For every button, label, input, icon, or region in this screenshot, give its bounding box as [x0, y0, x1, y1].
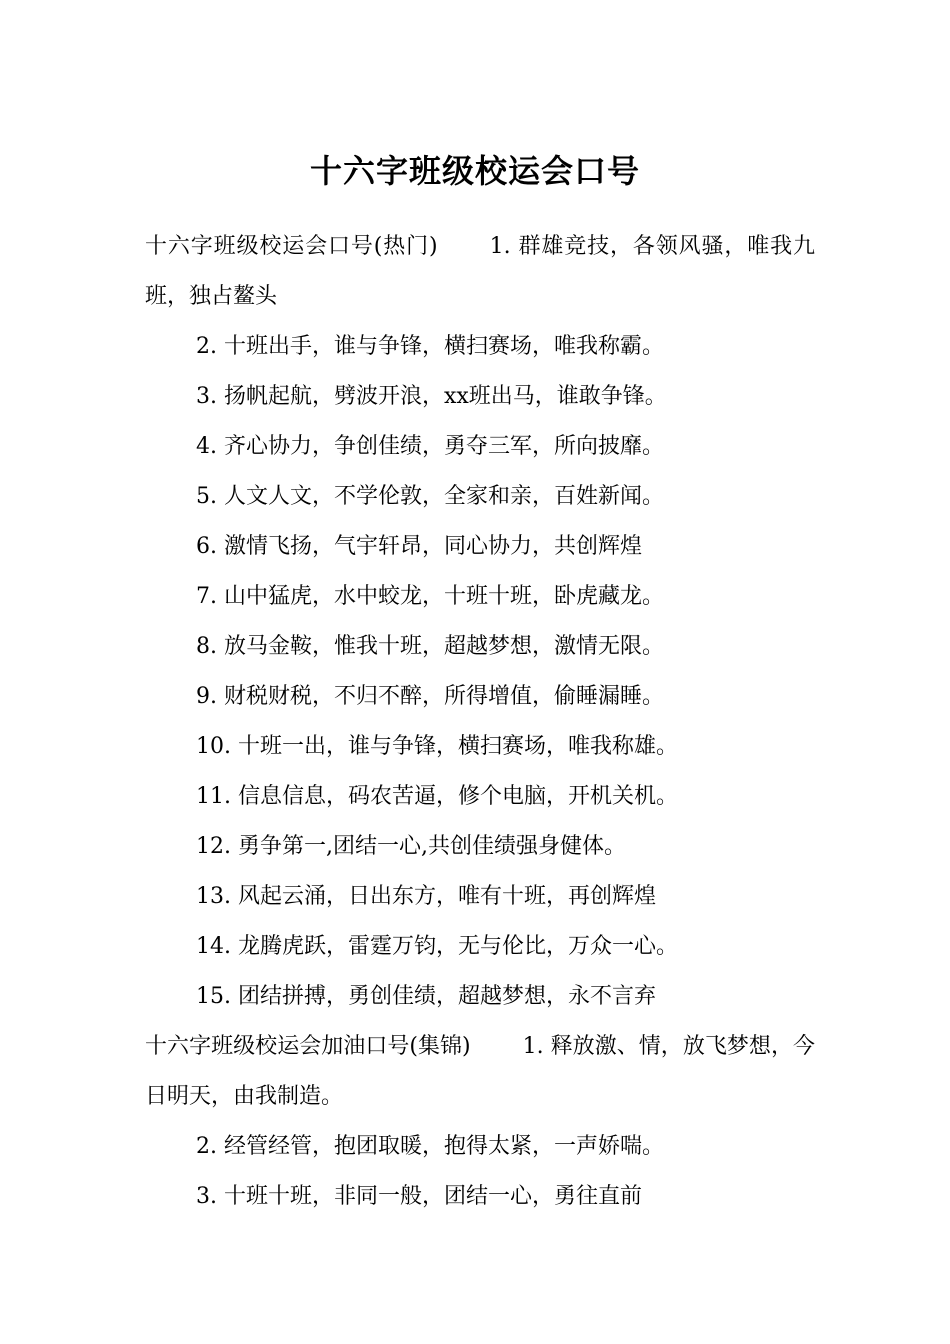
- slogan-item: 2. 十班出手，谁与争锋，横扫赛场，唯我称霸。: [196, 334, 664, 359]
- section1-heading: 十六字班级校运会口号(热门): [145, 234, 438, 259]
- slogan-item: 4. 齐心协力，争创佳绩，勇夺三军，所向披靡。: [196, 434, 664, 459]
- section2-slogan-list: [145, 1122, 815, 1222]
- slogan-item: 11. 信息信息，码农苦逼，修个电脑，开机关机。: [196, 784, 678, 809]
- slogan-item: 9. 财税财税，不归不醉，所得增值，偷睡漏睡。: [196, 684, 664, 709]
- section1-slogan-list: [145, 322, 815, 1022]
- document-title: 十六字班级校运会口号: [309, 152, 640, 191]
- slogan-item: 3. 十班十班，非同一般，团结一心，勇往直前: [196, 1184, 642, 1209]
- section1-intro-paragraph: [145, 222, 815, 322]
- slogan-item: 2. 经管经管，抱团取暖，抱得太紧，一声娇喘。: [196, 1134, 664, 1159]
- slogan-item: 13. 风起云涌，日出东方，唯有十班，再创辉煌: [196, 884, 656, 909]
- slogan-item: 5. 人文人文，不学伦敦，全家和亲，百姓新闻。: [196, 484, 664, 509]
- section2-slogan-1: 1. 释放激、情，放飞梦想，今日明天，由我制造。: [145, 1034, 815, 1109]
- section2-heading: 十六字班级校运会加油口号(集锦): [145, 1034, 471, 1059]
- document-body: [145, 222, 815, 1222]
- slogan-item: 12. 勇争第一,团结一心,共创佳绩强身健体。: [196, 834, 626, 859]
- slogan-item: 3. 扬帆起航，劈波开浪，xx班出马，谁敢争锋。: [196, 384, 667, 409]
- section1-slogan-1: 1. 群雄竞技，各领风骚，唯我九班，独占鳌头: [145, 234, 816, 309]
- slogan-item: 15. 团结拼搏，勇创佳绩，超越梦想，永不言弃: [196, 984, 656, 1009]
- slogan-item: 8. 放马金鞍，惟我十班，超越梦想，激情无限。: [196, 634, 664, 659]
- slogan-item: 10. 十班一出，谁与争锋，横扫赛场，唯我称雄。: [196, 734, 678, 759]
- slogan-item: 6. 激情飞扬，气宇轩昂，同心协力，共创辉煌: [196, 534, 642, 559]
- section2-intro-paragraph: [145, 1022, 815, 1122]
- slogan-item: 7. 山中猛虎，水中蛟龙，十班十班，卧虎藏龙。: [196, 584, 664, 609]
- slogan-item: 14. 龙腾虎跃，雷霆万钧，无与伦比，万众一心。: [196, 934, 678, 959]
